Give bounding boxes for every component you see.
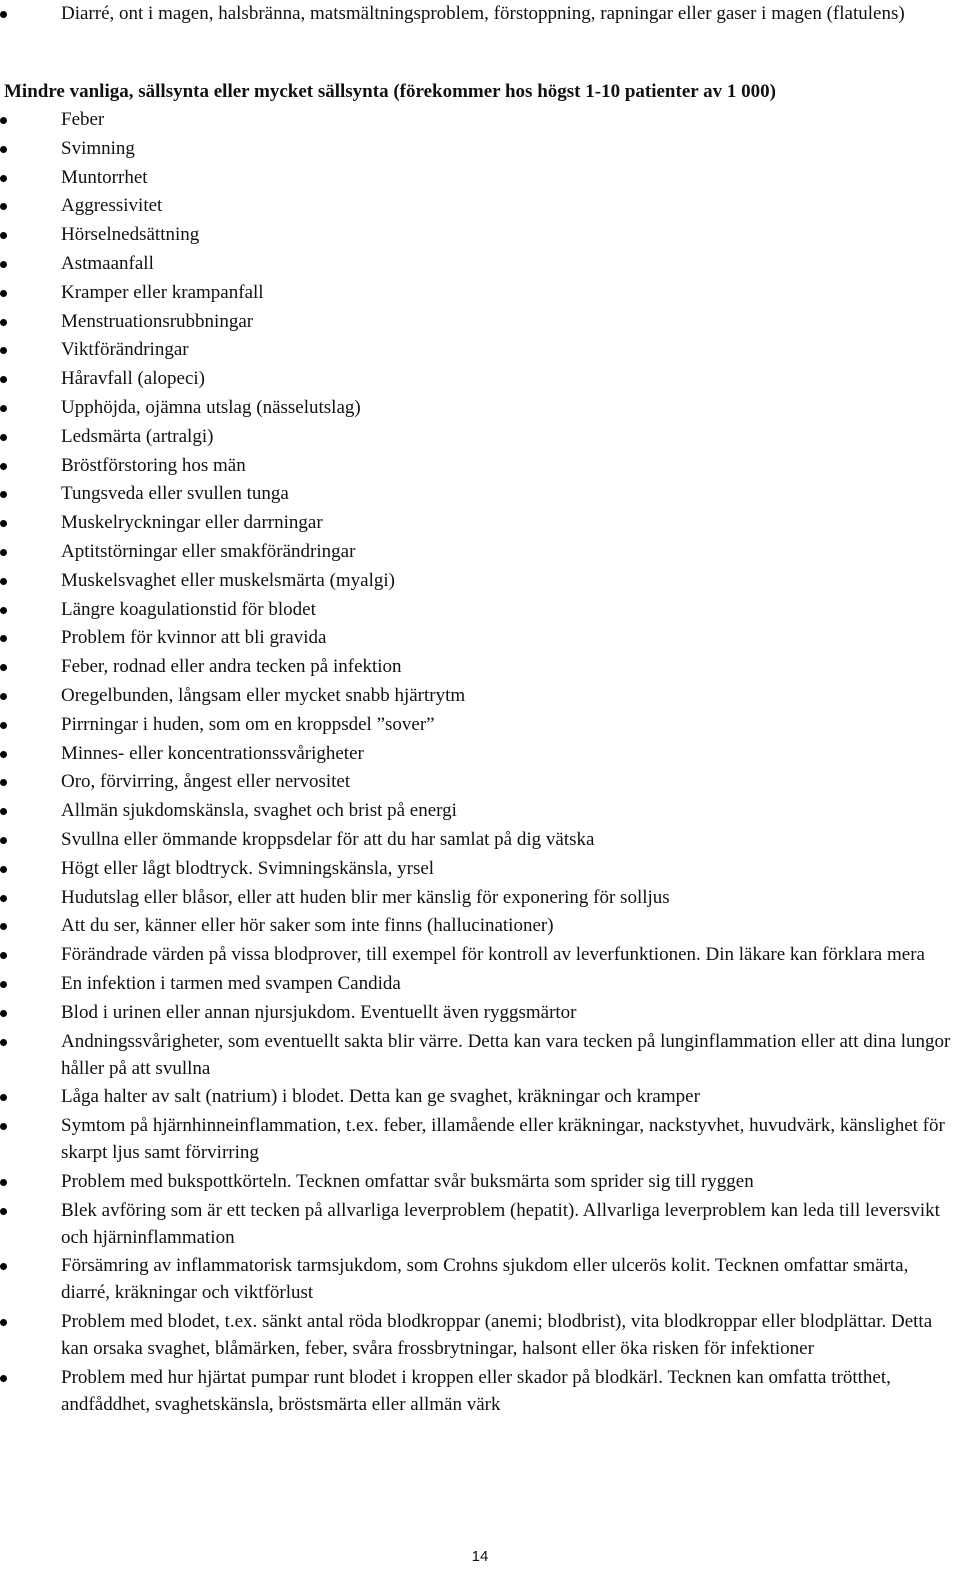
page-number: 14 xyxy=(471,1548,489,1565)
list-item xyxy=(0,480,960,507)
list-item xyxy=(0,394,960,421)
list-item-text: Viktförändringar xyxy=(61,339,189,361)
list-item-text: Ledsmärta (artralgi) xyxy=(61,425,214,447)
list-item-text: Muskelsvaghet eller muskelsmärta (myalgi) xyxy=(61,569,395,591)
list-item-text: Muntorrhet xyxy=(61,166,148,188)
bullet-icon xyxy=(0,203,7,210)
list-item-text: Problem med hur hjärtat pumpar runt blodet i kroppen eller skador på blodkärl. Tecknen kan omfatta trötthet, andfåddhet, svaghetskänsla, bröstsmärta eller allmän värk xyxy=(61,1367,891,1416)
list-item xyxy=(0,912,960,939)
list-item xyxy=(0,596,960,623)
bullet-icon xyxy=(0,952,7,959)
list-item xyxy=(0,941,960,968)
bullet-icon xyxy=(0,895,7,902)
bullet-icon xyxy=(0,463,7,470)
list-item xyxy=(0,0,960,27)
list-item xyxy=(0,1252,960,1306)
bullet-icon xyxy=(0,664,7,671)
list-item xyxy=(0,106,960,133)
list-item xyxy=(0,884,960,911)
list-item-text: Längre koagulationstid för blodet xyxy=(61,598,316,620)
bullet-icon xyxy=(0,1094,7,1101)
list-item-text: Oro, förvirring, ångest eller nervositet xyxy=(61,771,351,793)
list-item xyxy=(0,1083,960,1110)
bullet-icon xyxy=(0,1010,7,1017)
list-item-text: Pirrningar i huden, som om en kroppsdel ”sover” xyxy=(61,713,435,735)
list-item xyxy=(0,740,960,767)
bullet-icon xyxy=(0,837,7,844)
list-item-text: Problem med blodet, t.ex. sänkt antal röda blodkroppar (anemi; blodbrist), vita blodkroppar eller blodplättar. Detta kan orsaka svaghet, blåmärken, feber, svåra frossbrytningar, halsont eller öka risken för infektioner xyxy=(61,1311,933,1360)
list-item-text: Problem för kvinnor att bli gravida xyxy=(61,627,327,649)
list-item-text: Håravfall (alopeci) xyxy=(61,368,205,390)
list-item-text: Aggressivitet xyxy=(61,195,163,217)
list-item-text: En infektion i tarmen med svampen Candida xyxy=(61,972,401,994)
side-effects-list xyxy=(0,106,960,1420)
bullet-icon xyxy=(0,693,7,700)
bullet-icon xyxy=(0,607,7,614)
list-item xyxy=(0,135,960,162)
list-item-text: Kramper eller krampanfall xyxy=(61,281,264,303)
list-item-text: Låga halter av salt (natrium) i blodet. Detta kan ge svaghet, kräkningar och kramper xyxy=(61,1086,700,1108)
list-item-text: Tungsveda eller svullen tunga xyxy=(61,483,289,505)
bullet-icon xyxy=(0,578,7,585)
bullet-icon xyxy=(0,722,7,729)
bullet-icon xyxy=(0,175,7,182)
list-item-text: Feber, rodnad eller andra tecken på infektion xyxy=(61,656,402,678)
bullet-icon xyxy=(0,1039,7,1046)
list-item xyxy=(0,768,960,795)
list-item-text: Blek avföring som är ett tecken på allvarliga leverproblem (hepatit). Allvarliga leverproblem kan leda till leversvikt och hjärninflammation xyxy=(61,1199,940,1248)
list-item-text: Diarré, ont i magen, halsbränna, matsmältningsproblem, förstoppning, rapningar eller gaser i magen (flatulens) xyxy=(61,3,905,24)
list-item-text: Att du ser, känner eller hör saker som inte finns (hallucinationer) xyxy=(61,915,554,937)
bullet-icon xyxy=(0,520,7,527)
bullet-icon xyxy=(0,1375,7,1382)
bullet-icon xyxy=(0,434,7,441)
list-item xyxy=(0,970,960,997)
list-item xyxy=(0,855,960,882)
bullet-icon xyxy=(0,405,7,412)
list-item xyxy=(0,221,960,248)
list-item-text: Muskelryckningar eller darrningar xyxy=(61,512,323,534)
bullet-icon xyxy=(0,923,7,930)
list-item-text: Aptitstörningar eller smakförändringar xyxy=(61,540,356,562)
list-item-text: Hörselnedsättning xyxy=(61,224,200,246)
list-item xyxy=(0,250,960,277)
list-item xyxy=(0,797,960,824)
bullet-icon xyxy=(0,117,7,124)
list-item xyxy=(0,711,960,738)
list-item xyxy=(0,423,960,450)
list-item-text: Problem med bukspottkörteln. Tecknen omfattar svår buksmärta som sprider sig till ryggen xyxy=(61,1170,754,1192)
list-item-text: Hudutslag eller blåsor, eller att huden blir mer känslig för exponering för solljus xyxy=(61,886,670,908)
list-item xyxy=(0,624,960,651)
bullet-icon xyxy=(0,751,7,758)
list-item-text: Andningssvårigheter, som eventuellt sakta blir värre. Detta kan vara tecken på lunginflammation eller att dina lungor håller på att svullna xyxy=(61,1030,951,1079)
list-item-text: Minnes- eller koncentrationssvårigheter xyxy=(61,742,364,764)
list-item-text: Feber xyxy=(61,109,105,130)
list-item-text: Bröstförstoring hos män xyxy=(61,454,246,476)
bullet-icon xyxy=(0,808,7,815)
list-item xyxy=(0,1308,960,1362)
list-item xyxy=(0,192,960,219)
list-item-text: Förändrade värden på vissa blodprover, till exempel för kontroll av leverfunktionen. Din läkare kan förklara mera xyxy=(61,944,925,966)
bullet-icon xyxy=(0,1208,7,1215)
list-item-text: Upphöjda, ojämna utslag (nässelutslag) xyxy=(61,396,361,418)
bullet-icon xyxy=(0,981,7,988)
bullet-icon xyxy=(0,11,7,18)
bullet-icon xyxy=(0,1179,7,1186)
list-item xyxy=(0,308,960,335)
bullet-icon xyxy=(0,779,7,786)
list-item xyxy=(0,164,960,191)
bullet-icon xyxy=(0,491,7,498)
list-item xyxy=(0,1197,960,1251)
intro-list xyxy=(0,0,960,29)
bullet-icon xyxy=(0,319,7,326)
list-item xyxy=(0,682,960,709)
list-item xyxy=(0,1112,960,1166)
bullet-icon xyxy=(0,635,7,642)
list-item xyxy=(0,1364,960,1418)
list-item-text: Astmaanfall xyxy=(61,252,154,274)
bullet-icon xyxy=(0,549,7,556)
section-heading: Mindre vanliga, sällsynta eller mycket sällsynta (förekommer hos högst 1-10 patienter av 1 000) xyxy=(4,81,776,102)
list-item xyxy=(0,999,960,1026)
list-item xyxy=(0,452,960,479)
bullet-icon xyxy=(0,232,7,239)
list-item xyxy=(0,538,960,565)
list-item-text: Högt eller lågt blodtryck. Svimningskänsla, yrsel xyxy=(61,857,435,879)
list-item-text: Svullna eller ömmande kroppsdelar för att du har samlat på dig vätska xyxy=(61,828,595,850)
list-item-text: Försämring av inflammatorisk tarmsjukdom, som Crohns sjukdom eller ulcerös kolit. Tecknen omfattar smärta, diarré, kräkningar och viktförlust xyxy=(61,1255,909,1304)
list-item-text: Blod i urinen eller annan njursjukdom. Eventuellt även ryggsmärtor xyxy=(61,1001,577,1023)
list-item xyxy=(0,653,960,680)
list-item-text: Svimning xyxy=(61,137,135,159)
list-item xyxy=(0,1028,960,1082)
list-item xyxy=(0,365,960,392)
list-item-text: Menstruationsrubbningar xyxy=(61,310,254,332)
list-item xyxy=(0,509,960,536)
bullet-icon xyxy=(0,1263,7,1270)
list-item xyxy=(0,336,960,363)
list-item xyxy=(0,279,960,306)
bullet-icon xyxy=(0,376,7,383)
bullet-icon xyxy=(0,146,7,153)
bullet-icon xyxy=(0,1319,7,1326)
list-item xyxy=(0,1168,960,1195)
bullet-icon xyxy=(0,290,7,297)
list-item xyxy=(0,567,960,594)
bullet-icon xyxy=(0,1123,7,1130)
list-item-text: Symtom på hjärnhinneinflammation, t.ex. feber, illamående eller kräkningar, nackstyvhet, huvudvärk, känslighet för skarpt ljus samt förvirring xyxy=(61,1115,945,1164)
bullet-icon xyxy=(0,866,7,873)
list-item-text: Allmän sjukdomskänsla, svaghet och brist på energi xyxy=(61,800,457,822)
bullet-icon xyxy=(0,261,7,268)
list-item xyxy=(0,826,960,853)
list-item-text: Oregelbunden, långsam eller mycket snabb hjärtrytm xyxy=(61,684,466,706)
bullet-icon xyxy=(0,347,7,354)
